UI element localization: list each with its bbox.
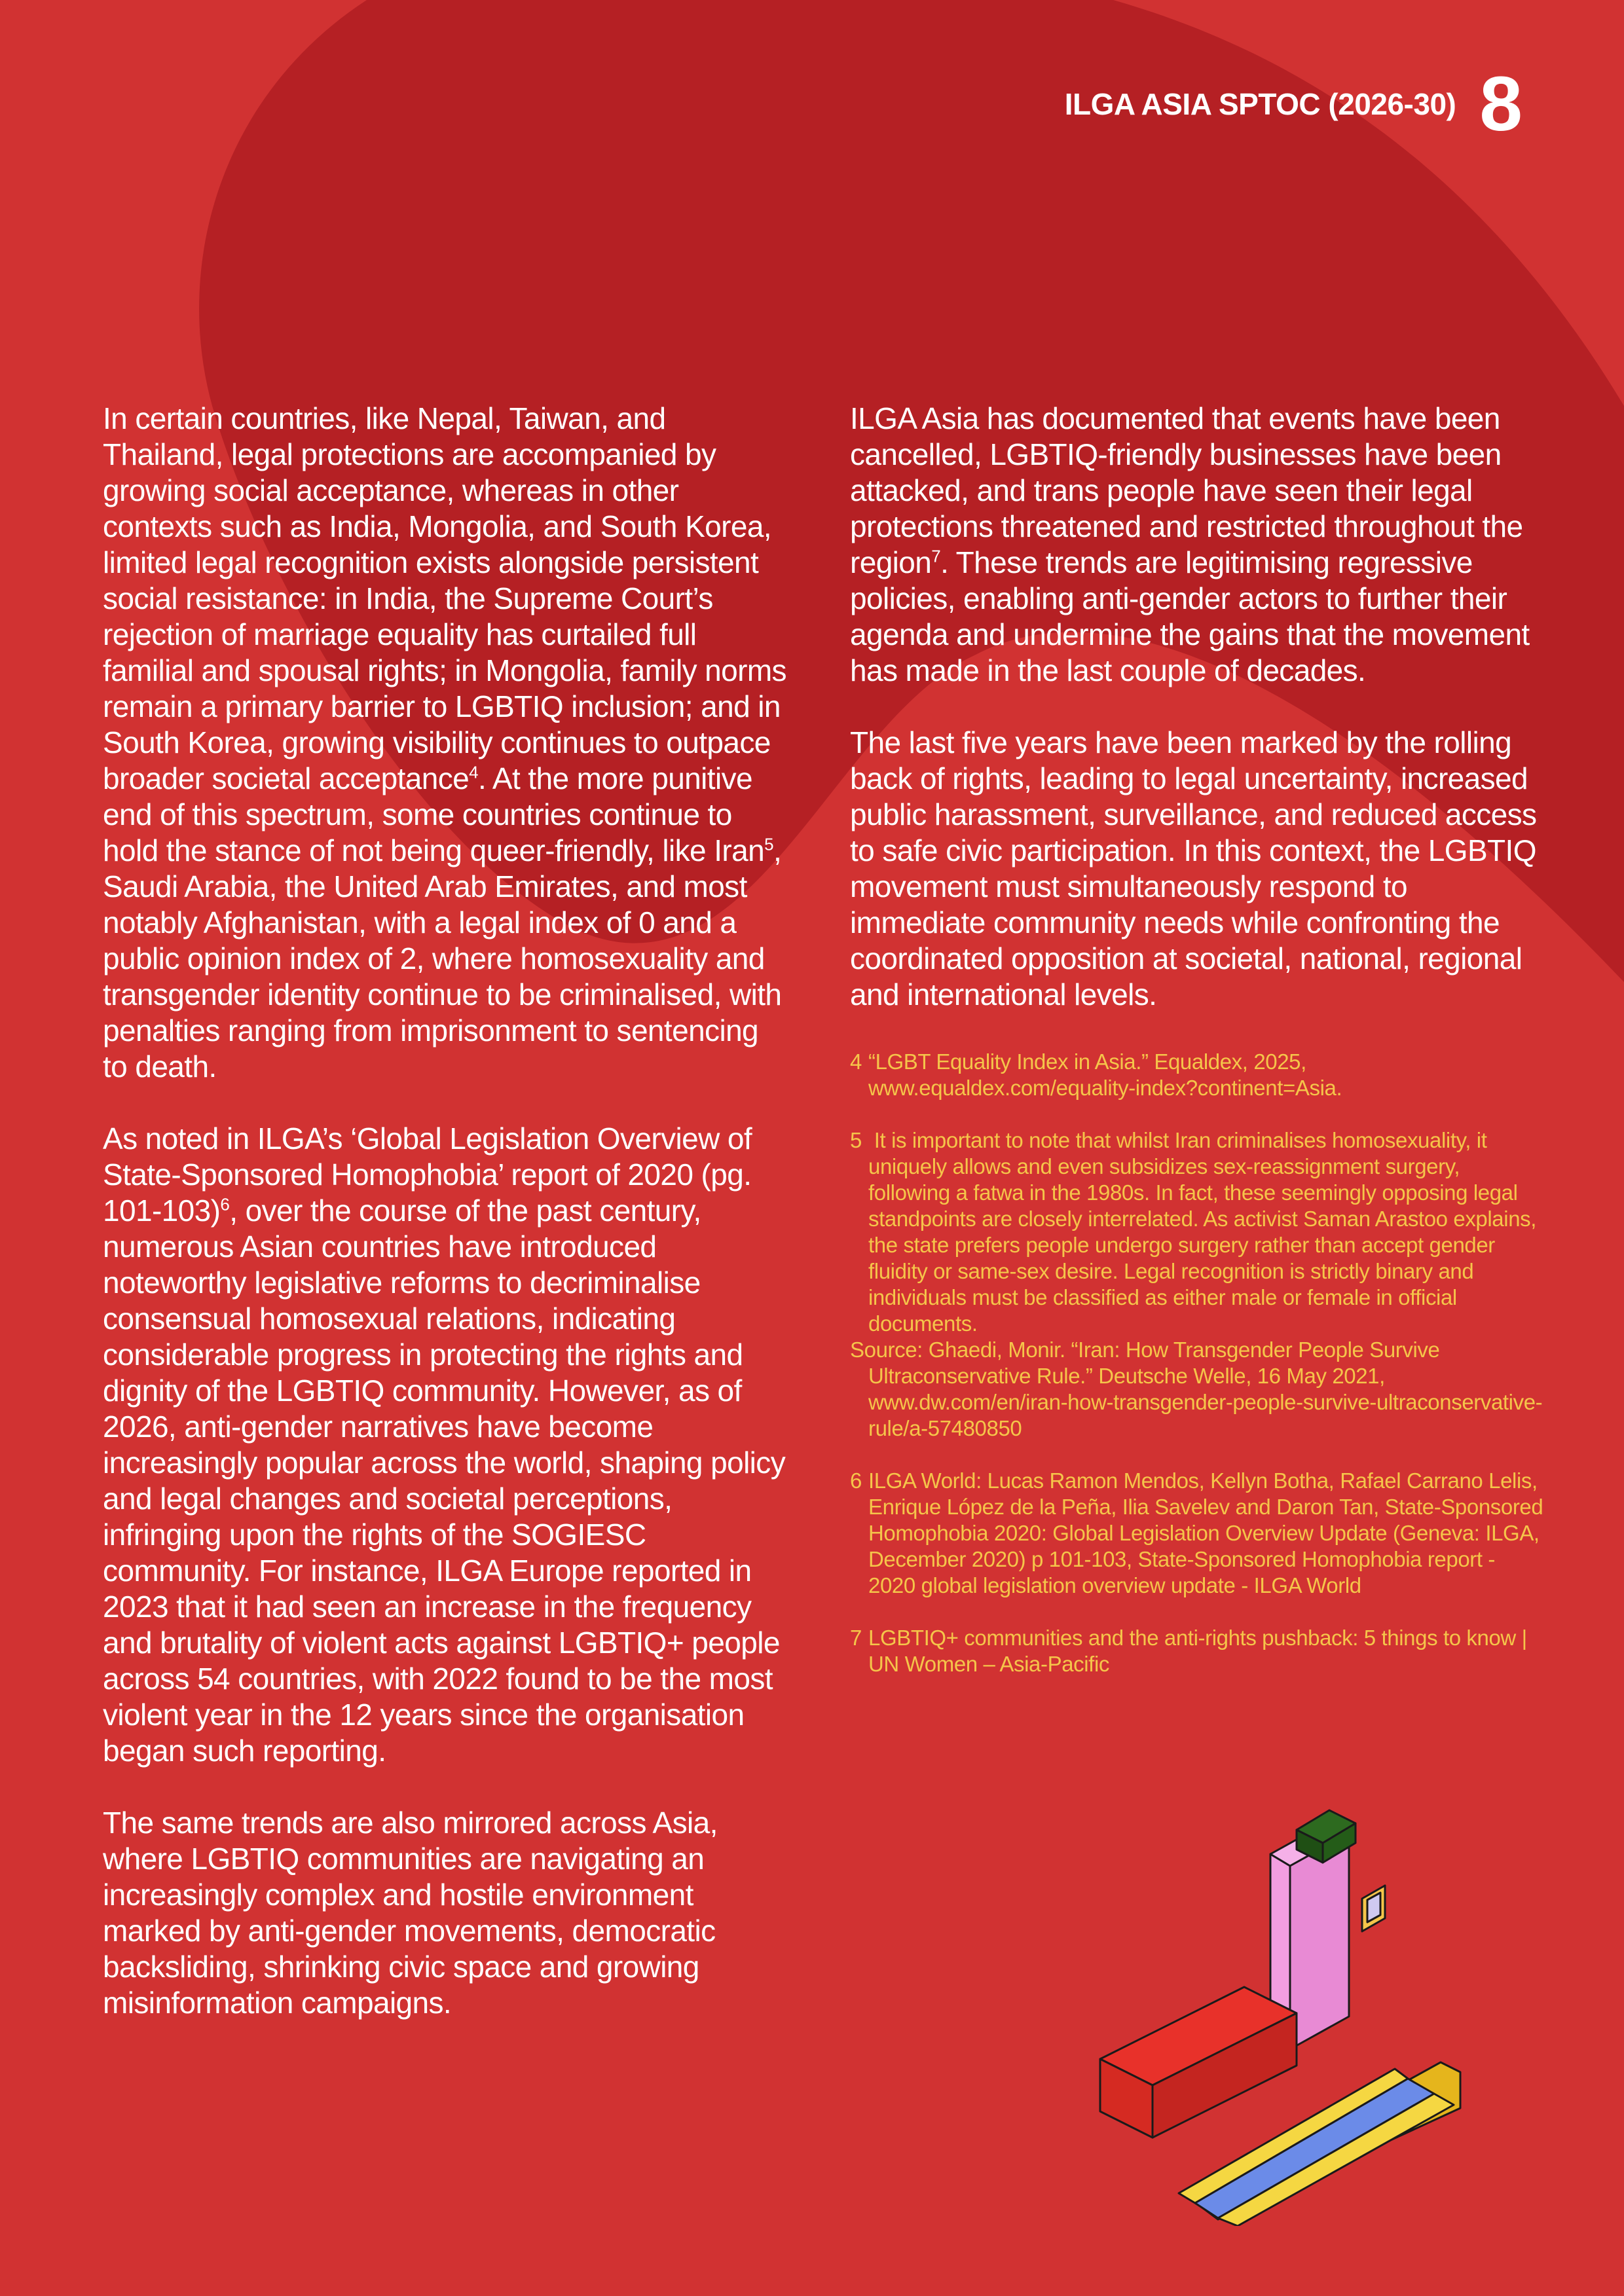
footnote-5: 5 It is important to note that whilst Iran criminalises homosexuality, it uniquely allows and even subsidizes sex-reassignment surgery, following a fatwa in the 1980s. In fact, these seemingly opposing legal standpoints are closely interrelated. As activist Saman Arastoo explains, the state prefers people undergo surgery rather than accept gender fluidity or same-sex desire. Legal recognition is strictly binary and individuals must be classified as either male or female in official documents.	[850, 1128, 1537, 1336]
footnote-4: 4 “LGBT Equality Index in Asia.” Equaldex, 2025, www.equaldex.com/equality-index?continent=Asia.	[850, 1049, 1342, 1100]
footnote-ref-5[interactable]: 5	[764, 834, 773, 854]
paragraph-rolling-back-rights: The last five years have been marked by the rolling back of rights, leading to legal uncertainty, increased public harassment, surveillance, and reduced access to safe civic participation. In this context, the LGBTIQ movement must simultaneously respond to immediate community needs while confronting the coordinated opposition at societal, national, regional and international levels.	[850, 725, 1537, 1011]
footnote-ref-7[interactable]: 7	[931, 546, 941, 566]
footnotes	[850, 1049, 1544, 1677]
ramp-blue	[1195, 2079, 1434, 2218]
header-title: ILGA ASIA SPTOC (2026-30)	[1064, 87, 1456, 121]
paragraph-global-legislation: As noted in ILGA’s ‘Global Legislation Overview of State-Sponsored Homophobia’ report of 2020 (pg. 101-103)$^6$, over the course of the past century, numerous Asian countries have introduced noteworthy legislative reforms to decriminalise consensual homosexual relations, indicating considerable progress in protecting the rights and dignity of the LGBTIQ community. However, as of 2026, anti-gender narratives have become increasingly popular across the world, shaping policy and legal changes and societal perceptions, infringing upon the rights of the SOGIESC community. For instance, ILGA Europe reported in 2023 that it had seen an increase in the frequency and brutality of violent acts against LGBTIQ+ people across 54 countries, with 2022 found to be the most violent year in the 12 years since the organisation began such reporting.	[103, 1121, 786, 1768]
tower-right-face	[1290, 1833, 1349, 2049]
isometric-buildings-illustration	[1087, 1781, 1493, 2226]
footnote-7: 7 LGBTIQ+ communities and the anti-rights pushback: 5 things to know | UN Women – Asia-Pacific	[850, 1626, 1527, 1676]
footnote-5-source: Source: Ghaedi, Monir. “Iran: How Transgender People Survive Ultraconservative Rule.” Deutsche Welle, 16 May 2021, www.dw.com/en/iran-how-transgender-people-survive-ultraconservative-rule/a-57480850	[850, 1338, 1543, 1440]
left-column	[103, 401, 790, 2057]
footnote-ref-6[interactable]: 6	[220, 1194, 230, 1214]
footnote-ref-4[interactable]: 4	[469, 762, 479, 782]
right-column	[850, 401, 1544, 1704]
paragraph-asia-trends: The same trends are also mirrored across Asia, where LGBTIQ communities are navigating an increasingly complex and hostile environment marked by anti-gender movements, democratic backsliding, shrinking civic space and growing misinformation campaigns.	[103, 1806, 718, 2020]
paragraph-documented-events: ILGA Asia has documented that events have been cancelled, LGBTIQ-friendly businesses have been attacked, and trans people have seen their legal protections threatened and restricted throughout the region$^7$. These trends are legitimising regressive policies, enabling anti-gender actors to further their agenda and undermine the gains that the movement has made in the last couple of decades.	[850, 401, 1530, 687]
paragraph-legal-protections: In certain countries, like Nepal, Taiwan, and Thailand, legal protections are accompanied by growing social acceptance, whereas in other contexts such as India, Mongolia, and South Korea, limited legal recognition exists alongside persistent social resistance: in India, the Supreme Court’s rejection of marriage equality has curtailed full familial and spousal rights; in Mongolia, family norms remain a primary barrier to LGBTIQ inclusion; and in South Korea, growing visibility continues to outpace broader societal acceptance$^4$. At the more punitive end of this spectrum, some countries continue to hold the stance of not being queer-friendly, like Iran$^5$, Saudi Arabia, the United Arab Emirates, and most notably Afghanistan, with a legal index of 0 and a public opinion index of 2, where homosexuality and transgender identity continue to be criminalised, with penalties ranging from imprisonment to sentencing to death.	[103, 401, 786, 1084]
footnote-6: 6 ILGA World: Lucas Ramon Mendos, Kellyn Botha, Rafael Carrano Lelis, Enrique López de la Peña, Ilia Savelev and Daron Tan, State-Sponsored Homophobia 2020: Global Legislation Overview Update (Geneva: ILGA, December 2020) p 101-103, State-Sponsored Homophobia report - 2020 global legislation overview update - ILGA World	[850, 1468, 1543, 1597]
page-header	[1064, 61, 1522, 147]
page-number: 8	[1479, 61, 1522, 147]
